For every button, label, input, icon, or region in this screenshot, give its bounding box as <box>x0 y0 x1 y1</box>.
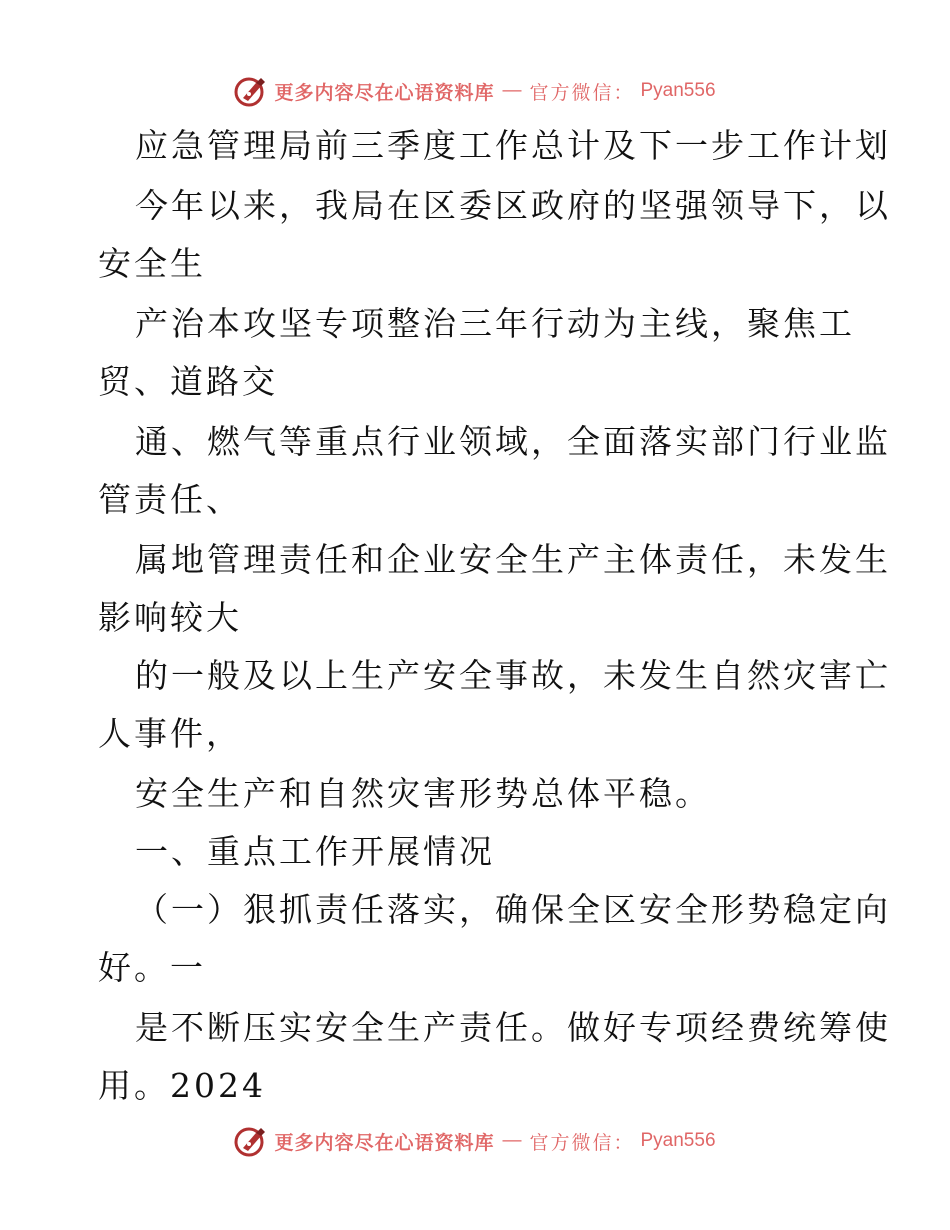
paragraph-line: 人事件， <box>98 714 242 753</box>
watermark-separator: — <box>502 1130 522 1151</box>
paragraph-line: 通、燃气等重点行业领域，全面落实部门行业监 <box>135 422 891 461</box>
section-heading: 一、重点工作开展情况 <box>135 832 495 871</box>
watermark-brand: 更多内容尽在心语资料库 <box>274 81 495 104</box>
watermark-label: 官方微信： <box>529 1131 635 1154</box>
paragraph-line: 今年以来，我局在区委区政府的坚强领导下，以 <box>135 186 891 225</box>
paragraph-line: 属地管理责任和企业安全生产主体责任，未发生 <box>135 540 891 579</box>
watermark-account: Pyan556 <box>640 80 716 101</box>
watermark-banner-top <box>0 71 950 111</box>
paragraph-line: 是不断压实安全生产责任。做好专项经费统筹使 <box>135 1008 891 1047</box>
watermark-separator: — <box>502 80 522 101</box>
watermark-brand: 更多内容尽在心语资料库 <box>274 1131 495 1154</box>
paragraph-line: 的一般及以上生产安全事故，未发生自然灾害亡 <box>135 656 891 695</box>
pen-nib-circle-logo-icon <box>234 74 268 108</box>
paragraph-line: 贸、道路交 <box>98 362 278 401</box>
paragraph-line: 好。一 <box>98 948 206 987</box>
paragraph-line: 安全生产和自然灾害形势总体平稳。 <box>135 774 711 813</box>
pen-nib-circle-logo-icon <box>234 1124 268 1158</box>
paragraph-line: 安全生 <box>98 244 206 283</box>
watermark-label: 官方微信： <box>529 81 635 104</box>
paragraph-line: 用。2024 <box>98 1066 266 1105</box>
paragraph-line: 管责任、 <box>98 480 242 519</box>
paragraph-line: 产治本攻坚专项整治三年行动为主线，聚焦工 <box>135 304 855 343</box>
subsection-heading: （一）狠抓责任落实，确保全区安全形势稳定向 <box>135 890 891 929</box>
watermark-account: Pyan556 <box>640 1130 716 1151</box>
paragraph-line: 影响较大 <box>98 598 242 637</box>
document-title: 应急管理局前三季度工作总计及下一步工作计划 <box>135 126 891 165</box>
watermark-banner-bottom <box>0 1121 950 1161</box>
